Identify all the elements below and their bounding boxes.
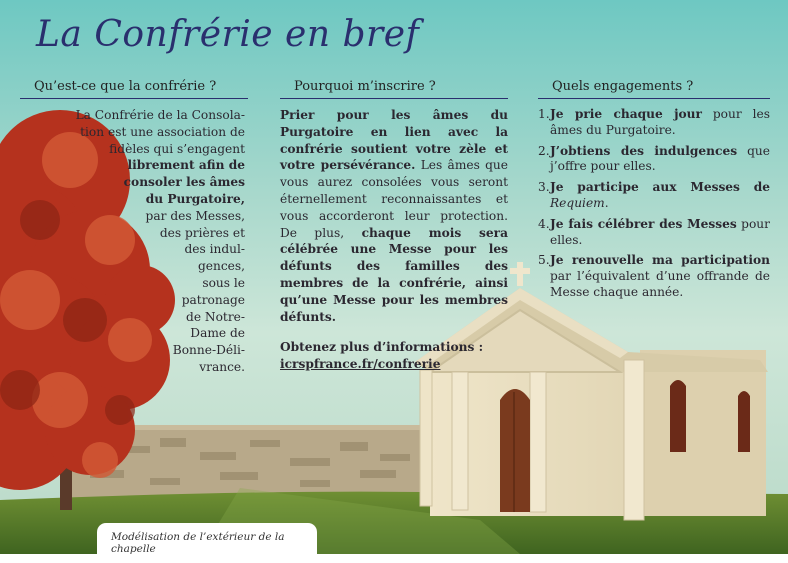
- section-heading: Pourquoi m’inscrire ?: [280, 79, 508, 99]
- bold-text: J’obtiens des indulgences: [550, 143, 738, 158]
- list-item: [538, 253, 770, 300]
- commitments-list: [538, 107, 770, 301]
- more-info: [280, 339, 508, 373]
- plain-text: Les âmes que vous aurez consolées vous seront éternellement reconnaissantes et vous accorderont leur protection. De plus,: [280, 158, 508, 240]
- text-line: Bonne-Déli-: [172, 343, 245, 358]
- section-what-is-confraternity: [20, 79, 248, 374]
- section-why-register: [280, 79, 508, 373]
- item-number: 5.: [538, 253, 550, 268]
- more-info-label: Obtenez plus d’informations :: [280, 340, 484, 355]
- item-number: 4.: [538, 216, 550, 231]
- bold-text: Prier pour les âmes du Purgatoire en lien avec la confrérie soutient votre zèle et votre persévérance.: [280, 108, 508, 173]
- italic-text: Requiem: [550, 195, 605, 210]
- section-text: [280, 107, 508, 325]
- section-commitments: [538, 79, 770, 306]
- text-line-bold: librement afin de: [127, 158, 245, 173]
- list-item: [538, 144, 770, 176]
- item-number: 3.: [538, 180, 550, 195]
- text-line-bold: consoler les âmes: [123, 175, 245, 190]
- bold-text: Je renouvelle ma participation: [550, 253, 770, 268]
- plain-text: par l’équivalent d’une offrande de Messe chaque année.: [550, 269, 770, 299]
- plain-text: pour les âmes du Purgatoire.: [550, 107, 770, 137]
- text-line: La Confrérie de la Consola-: [75, 108, 245, 122]
- text-line-bold: du Purgatoire,: [145, 191, 245, 206]
- bold-text: chaque mois sera célébrée une Messe pour les défunts des familles des membres de la confrérie, ainsi qu’une Messe pour les membres défunts.: [280, 225, 508, 324]
- bold-text: Je prie chaque jour: [550, 107, 702, 121]
- bold-text: Je participe aux Messes de: [550, 180, 770, 195]
- list-item: [538, 217, 770, 249]
- plain-text: que j’offre pour elles.: [550, 143, 770, 174]
- website-link[interactable]: icrspfrance.fr/confrerie: [280, 357, 441, 372]
- plain-text: pour elles.: [550, 216, 770, 247]
- text-line: des indul-: [184, 242, 245, 257]
- text-line: de Notre-: [186, 309, 245, 324]
- list-item: [538, 107, 770, 139]
- text-line: sous le: [202, 275, 245, 290]
- text-line: vrance.: [199, 359, 245, 374]
- plain-text: .: [604, 195, 609, 210]
- bold-text: Je fais célébrer des Messes: [550, 216, 737, 231]
- text-line: gences,: [197, 259, 245, 274]
- text-line: patronage: [181, 292, 245, 307]
- text-line: fidèles qui s’engagent: [109, 141, 245, 156]
- text-line: par des Messes,: [145, 208, 245, 223]
- section-text: [20, 107, 245, 376]
- item-number: 1.: [538, 107, 550, 121]
- page-title: La Confrérie en bref: [36, 14, 420, 55]
- text-line: des prières et: [159, 225, 245, 240]
- section-heading: Quels engagements ?: [538, 79, 770, 99]
- section-heading: Qu’est-ce que la confrérie ?: [20, 79, 248, 99]
- image-caption: Modélisation de l’extérieur de la chapelle: [97, 523, 317, 563]
- item-number: 2.: [538, 143, 550, 158]
- text-line: tion est une association de: [80, 124, 245, 139]
- list-item: [538, 180, 770, 212]
- text-line: Dame de: [190, 326, 245, 341]
